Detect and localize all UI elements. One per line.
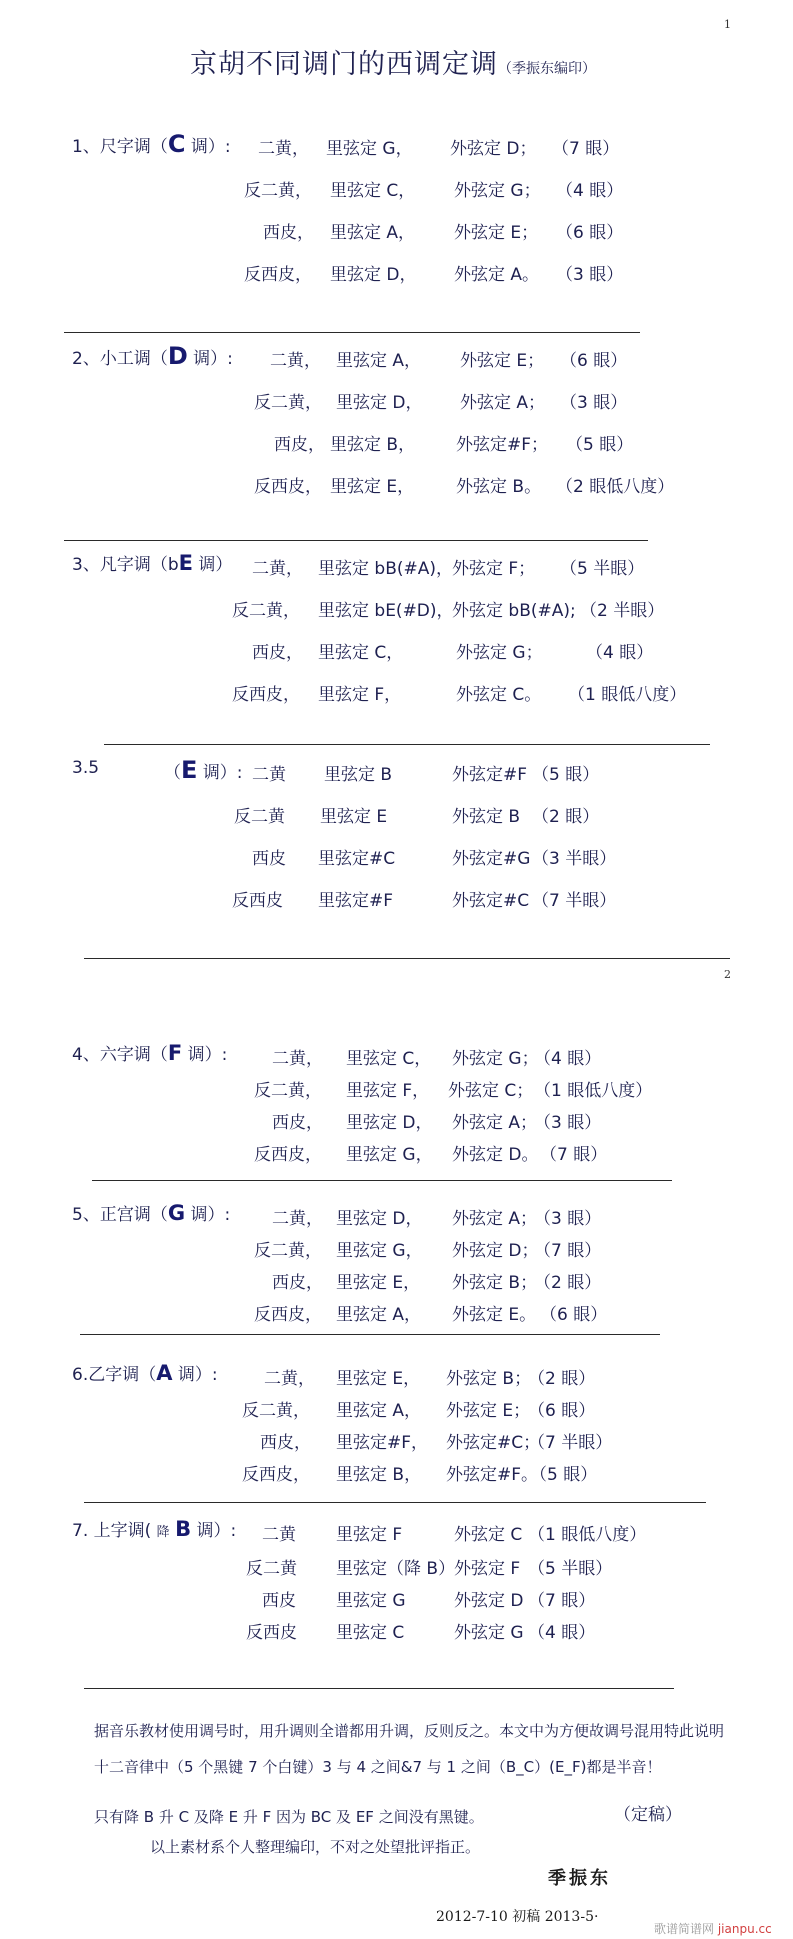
section-4-row-2-b: 里弦定 F， [346, 1081, 430, 1101]
section-6-row-2-d: （6 眼） [528, 1401, 596, 1421]
section-3-5-row-1-a: 二黄 [252, 765, 286, 785]
section-3-5-key-group [164, 756, 243, 784]
section-5-row-3-c: 外弦定 B； [452, 1273, 538, 1293]
section-6-row-2-b: 里弦定 A， [336, 1401, 422, 1421]
section-7-row-1-d: （1 眼低八度） [528, 1525, 647, 1545]
section-6-row-3-b: 里弦定#F， [336, 1433, 429, 1453]
section-3-5-row-3-d: （3 半眼） [532, 849, 617, 869]
section-3-5-paren: （ [164, 763, 181, 783]
section-3-row-4-d: （1 眼低八度） [568, 685, 687, 705]
section-6-row-2-a: 反二黄， [242, 1401, 310, 1421]
section-6-row-4-b: 里弦定 B， [336, 1465, 422, 1485]
page-title: 京胡不同调门的西调定调 [190, 49, 498, 80]
section-1-row-1-d: （7 眼） [552, 139, 620, 159]
section-3-row-3-c: 外弦定 G； [456, 643, 543, 663]
section-4-row-2-c: 外弦定 C； [448, 1081, 534, 1101]
section-1-row-2-b: 里弦定 C， [330, 181, 416, 201]
page-number-1: 1 [724, 18, 731, 31]
note-line-4: 以上素材系个人整理编印，不对之处望批评指正。 [150, 1838, 481, 1856]
section-2-prefix: 2、小工调（ [72, 349, 168, 369]
site-watermark [654, 1920, 772, 1937]
section-3-row-1-d: （5 半眼） [560, 559, 645, 579]
section-1-row-1-c: 外弦定 D； [450, 139, 537, 159]
section-7-row-3-d: （7 眼） [528, 1591, 596, 1611]
section-4-row-4-c: 外弦定 D。 [452, 1145, 539, 1165]
section-3-5-row-4-c: 外弦定#C [452, 891, 530, 911]
section-divider [84, 1502, 706, 1503]
section-7-row-2-d: （5 半眼） [528, 1559, 613, 1579]
section-1-row-2-c: 外弦定 G； [454, 181, 541, 201]
section-7-row-4-b: 里弦定 C [336, 1623, 405, 1643]
watermark-site: 歌谱简谱网 [654, 1922, 715, 1936]
section-2-row-4-c: 外弦定 B。 [456, 477, 542, 497]
section-5-row-4-a: 反西皮， [254, 1305, 322, 1325]
section-3-row-2-b: 里弦定 bE(#D)， [318, 601, 454, 621]
section-1-row-2-a: 反二黄， [244, 181, 312, 201]
section-6-row-2-c: 外弦定 E； [446, 1401, 531, 1421]
draft-status: （定稿） [614, 1805, 682, 1825]
section-7-row-2-c: 外弦定 F [454, 1559, 521, 1579]
section-7-row-4-a: 反西皮 [246, 1623, 297, 1643]
section-4-row-1-c: 外弦定 G； [452, 1049, 539, 1069]
section-1-row-3-a: 西皮， [263, 223, 314, 243]
section-4-row-3-d: （3 眼） [534, 1113, 602, 1133]
section-5-key: G [167, 1201, 186, 1225]
section-6-row-3-a: 西皮， [260, 1433, 311, 1453]
section-3-row-2-c: 外弦定 bB(#A); [452, 601, 576, 621]
section-5-row-3-a: 西皮， [272, 1273, 323, 1293]
section-7-row-3-a: 西皮 [262, 1591, 296, 1611]
section-5-row-1-d: （3 眼） [534, 1209, 602, 1229]
section-1-key: C [167, 130, 186, 158]
section-3-5-row-3-a: 西皮 [252, 849, 286, 869]
section-1-row-4-a: 反西皮， [244, 265, 312, 285]
section-4-row-1-d: （4 眼） [534, 1049, 602, 1069]
section-3-5-key: E [181, 756, 198, 784]
section-4-row-3-b: 里弦定 D， [346, 1113, 433, 1133]
section-1-row-4-b: 里弦定 D， [330, 265, 417, 285]
section-3-row-2-a: 反二黄， [232, 601, 300, 621]
section-3-5-row-2-a: 反二黄 [234, 807, 285, 827]
section-2-row-3-c: 外弦定#F； [456, 435, 549, 455]
page-number-2: 2 [724, 968, 731, 981]
section-5-row-4-c: 外弦定 E。 [452, 1305, 537, 1325]
section-5-prefix: 5、正宫调（ [72, 1205, 168, 1225]
section-3-row-2-d: （2 半眼） [580, 601, 665, 621]
section-2-key: D [167, 342, 188, 370]
author-note: （季振东编印） [498, 61, 596, 77]
section-1-heading [72, 130, 231, 158]
section-4-key: F [167, 1041, 183, 1065]
section-divider [80, 1334, 660, 1335]
section-7-suffix: 调）: [196, 1521, 237, 1541]
page-title-block [190, 42, 596, 81]
section-6-row-3-d: （7 半眼） [528, 1433, 613, 1453]
section-3-5-row-4-a: 反西皮 [232, 891, 283, 911]
section-6-key: A [156, 1361, 173, 1385]
section-4-row-4-b: 里弦定 G， [346, 1145, 433, 1165]
section-5-row-1-b: 里弦定 D， [336, 1209, 423, 1229]
section-6-row-3-c: 外弦定#C； [446, 1433, 541, 1453]
section-2-row-1-c: 外弦定 E； [460, 351, 545, 371]
section-1-row-1-b: 里弦定 G， [326, 139, 413, 159]
section-7-flat: 降 [156, 1525, 170, 1540]
section-2-row-4-a: 反西皮， [254, 477, 322, 497]
section-7-row-1-c: 外弦定 C [454, 1525, 523, 1545]
section-3-suffix: 调） [198, 555, 233, 575]
section-4-row-1-b: 里弦定 C， [346, 1049, 432, 1069]
section-3-5-prefix: 3.5 [72, 758, 100, 778]
section-6-row-4-c: 外弦定#F。 [446, 1465, 539, 1485]
section-2-row-2-a: 反二黄， [254, 393, 322, 413]
section-7-heading [72, 1516, 236, 1541]
section-4-row-1-a: 二黄， [272, 1049, 323, 1069]
note-line-3: 只有降 B 升 C 及降 E 升 F 因为 BC 及 EF 之间没有黑键。 [94, 1808, 484, 1826]
section-divider [92, 1180, 672, 1181]
section-3-5-row-1-c: 外弦定#F [452, 765, 528, 785]
section-3-key: E [178, 551, 193, 575]
section-7-row-2-a: 反二黄 [246, 1559, 297, 1579]
section-3-5-row-4-b: 里弦定#F [318, 891, 394, 911]
section-1-suffix: 调）: [190, 137, 231, 157]
section-4-row-3-c: 外弦定 A； [452, 1113, 538, 1133]
section-1-row-3-d: （6 眼） [556, 223, 624, 243]
draft-date: 2012-7-10 初稿 2013-5· [436, 1909, 599, 1925]
section-2-row-2-b: 里弦定 D， [336, 393, 423, 413]
section-7-row-1-b: 里弦定 F [336, 1525, 403, 1545]
section-2-row-1-b: 里弦定 A， [336, 351, 422, 371]
section-2-heading [72, 342, 233, 370]
section-1-row-3-b: 里弦定 A， [330, 223, 416, 243]
note-line-2: 十二音律中（5 个黑键 7 个白键）3 与 4 之间&7 与 1 之间（B_C）(E_F)都是半音！ [94, 1758, 662, 1776]
section-5-row-1-c: 外弦定 A； [452, 1209, 538, 1229]
section-3-5-row-2-d: （2 眼） [532, 807, 600, 827]
watermark-domain: jianpu.cc [717, 1922, 772, 1936]
section-2-row-1-d: （6 眼） [560, 351, 628, 371]
section-5-heading [72, 1200, 230, 1225]
section-6-prefix: 6.乙字调（ [72, 1365, 157, 1385]
section-3-5-row-3-b: 里弦定#C [318, 849, 396, 869]
section-7-row-4-c: 外弦定 G [454, 1623, 524, 1643]
section-5-row-3-b: 里弦定 E， [336, 1273, 421, 1293]
section-3-row-3-b: 里弦定 C， [318, 643, 404, 663]
section-7-key: B [175, 1517, 192, 1541]
section-4-heading [72, 1040, 227, 1065]
section-6-heading [72, 1360, 218, 1385]
section-3-5-row-1-b: 里弦定 B [324, 765, 393, 785]
section-4-prefix: 4、六字调（ [72, 1045, 168, 1065]
section-5-row-4-d: （6 眼） [540, 1305, 608, 1325]
section-3-heading [72, 550, 232, 575]
section-3-row-1-a: 二黄， [252, 559, 303, 579]
section-4-suffix: 调）: [187, 1045, 228, 1065]
section-5-row-2-b: 里弦定 G， [336, 1241, 423, 1261]
section-4-row-4-a: 反西皮， [254, 1145, 322, 1165]
section-2-row-4-b: 里弦定 E， [330, 477, 415, 497]
section-3-row-3-a: 西皮， [252, 643, 303, 663]
section-4-row-2-a: 反二黄， [254, 1081, 322, 1101]
section-2-suffix: 调）: [193, 349, 233, 369]
section-1-row-2-d: （4 眼） [556, 181, 624, 201]
section-7-row-4-d: （4 眼） [528, 1623, 596, 1643]
section-2-row-3-d: （5 眼） [566, 435, 634, 455]
section-5-row-2-a: 反二黄， [254, 1241, 322, 1261]
section-1-prefix: 1、尺字调（ [72, 137, 168, 157]
section-3-5-row-2-c: 外弦定 B [452, 807, 521, 827]
section-2-row-1-a: 二黄， [270, 351, 321, 371]
section-1-row-4-d: （3 眼） [556, 265, 624, 285]
section-6-row-1-a: 二黄， [264, 1369, 315, 1389]
section-7-row-3-b: 里弦定 G [336, 1591, 406, 1611]
section-3-row-4-b: 里弦定 F， [318, 685, 402, 705]
section-3-5-row-3-c: 外弦定#G [452, 849, 531, 869]
section-3-row-3-d: （4 眼） [586, 643, 654, 663]
section-2-row-3-b: 里弦定 B， [330, 435, 416, 455]
section-5-row-2-d: （7 眼） [534, 1241, 602, 1261]
section-3-5-heading [72, 758, 99, 778]
section-1-row-3-c: 外弦定 E； [454, 223, 539, 243]
section-6-row-1-c: 外弦定 B； [446, 1369, 532, 1389]
note-line-1: 据音乐教材使用调号时，用升调则全谱都用升调，反则反之。本文中为方便故调号混用特此说明 [94, 1722, 725, 1740]
section-7-row-2-b: 里弦定（降 B） [336, 1559, 456, 1579]
section-2-row-4-d: （2 眼低八度） [556, 477, 675, 497]
section-3-5-suffix: 调）: [202, 763, 243, 783]
section-6-row-1-d: （2 眼） [528, 1369, 596, 1389]
section-3-row-4-c: 外弦定 C。 [456, 685, 542, 705]
section-divider [64, 332, 640, 333]
section-7-prefix: 7. 上字调( [72, 1521, 152, 1541]
section-5-row-3-d: （2 眼） [534, 1273, 602, 1293]
section-2-row-2-d: （3 眼） [560, 393, 628, 413]
section-4-row-2-d: （1 眼低八度） [534, 1081, 653, 1101]
section-6-row-4-a: 反西皮， [242, 1465, 310, 1485]
section-4-row-3-a: 西皮， [272, 1113, 323, 1133]
section-6-row-1-b: 里弦定 E， [336, 1369, 421, 1389]
section-3-row-1-c: 外弦定 F； [452, 559, 536, 579]
section-5-row-2-c: 外弦定 D； [452, 1241, 539, 1261]
section-divider [104, 744, 710, 745]
section-divider [84, 1688, 674, 1689]
section-6-suffix: 调）: [177, 1365, 218, 1385]
section-2-row-3-a: 西皮， [274, 435, 325, 455]
section-5-row-4-b: 里弦定 A， [336, 1305, 422, 1325]
page-divider [84, 958, 730, 959]
section-1-row-4-c: 外弦定 A。 [454, 265, 540, 285]
author-signature: 季振东 [548, 1868, 611, 1889]
section-5-row-1-a: 二黄， [272, 1209, 323, 1229]
section-7-row-3-c: 外弦定 D [454, 1591, 524, 1611]
section-5-suffix: 调）: [190, 1205, 231, 1225]
section-2-row-2-c: 外弦定 A； [460, 393, 546, 413]
section-3-row-4-a: 反西皮， [232, 685, 300, 705]
section-4-row-4-d: （7 眼） [540, 1145, 608, 1165]
section-3-prefix: 3、凡字调（b [72, 555, 179, 575]
section-3-5-row-4-d: （7 半眼） [532, 891, 617, 911]
section-6-row-4-d: （5 眼） [530, 1465, 598, 1485]
section-7-row-1-a: 二黄 [262, 1525, 296, 1545]
section-3-row-1-b: 里弦定 bB(#A)， [318, 559, 453, 579]
section-3-5-row-2-b: 里弦定 E [320, 807, 388, 827]
section-divider [64, 540, 648, 541]
section-3-5-row-1-d: （5 眼） [532, 765, 600, 785]
section-1-row-1-a: 二黄， [258, 139, 309, 159]
